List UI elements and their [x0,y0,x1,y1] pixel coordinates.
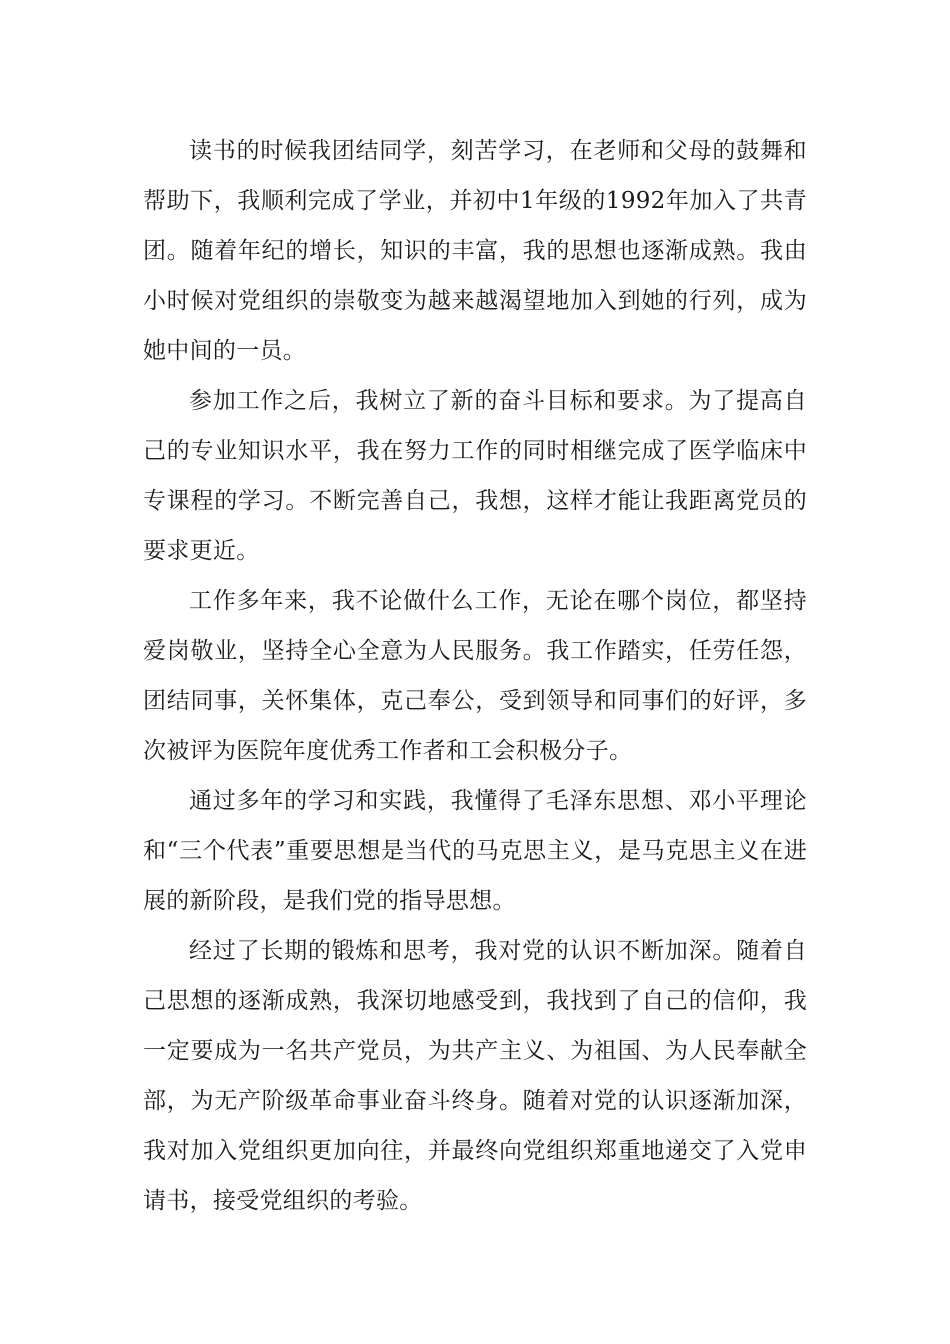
document-body [143,126,807,1226]
paragraph: 经过了长期的锻炼和思考，我对党的认识不断加深。随着自己思想的逐渐成熟，我深切地感受到，我找到了自己的信仰，我一定要成为一名共产党员，为共产主义、为祖国、为人民奉献全部，为无产阶级革命事业奋斗终身。随着对党的认识逐渐加深，我对加入党组织更加向往，并最终向党组织郑重地递交了入党申请书，接受党组织的考验。 [143,938,807,1214]
paragraph: 通过多年的学习和实践，我懂得了毛泽东思想、邓小平理论和“三个代表”重要思想是当代的马克思主义，是马克思主义在进展的新阶段，是我们党的指导思想。 [143,788,807,914]
paragraph: 读书的时候我团结同学，刻苦学习，在老师和父母的鼓舞和帮助下，我顺利完成了学业，并初中1年级的1992年加入了共青团。随着年纪的增长，知识的丰富，我的思想也逐渐成熟。我由小时候对党组织的崇敬变为越来越渴望地加入到她的行列，成为她中间的一员。 [143,138,807,364]
paragraph: 参加工作之后，我树立了新的奋斗目标和要求。为了提高自己的专业知识水平，我在努力工作的同时相继完成了医学临床中专课程的学习。不断完善自己，我想，这样才能让我距离党员的要求更近。 [143,388,807,564]
paragraph: 工作多年来，我不论做什么工作，无论在哪个岗位，都坚持爱岗敬业，坚持全心全意为人民服务。我工作踏实，任劳任怨，团结同事，关怀集体，克己奉公，受到领导和同事们的好评，多次被评为医院年度优秀工作者和工会积极分子。 [143,588,807,764]
